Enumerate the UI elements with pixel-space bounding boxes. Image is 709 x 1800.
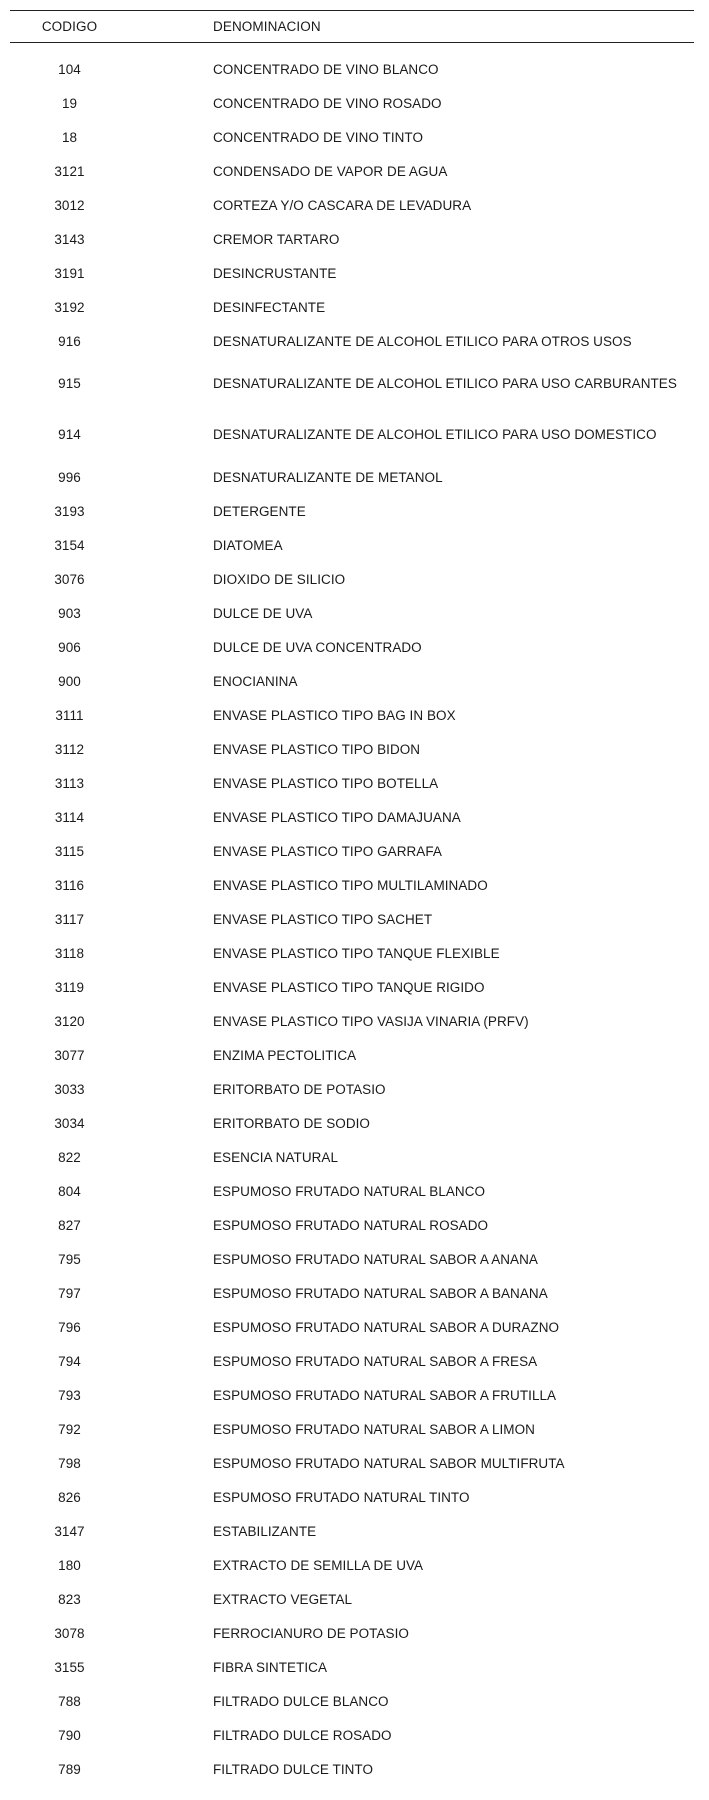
row-denominacion: CONCENTRADO DE VINO TINTO	[213, 129, 424, 145]
row-denominacion: DIOXIDO DE SILICIO	[213, 571, 346, 587]
row-code: 3111	[55, 707, 84, 723]
row-denominacion: ENOCIANINA	[213, 673, 298, 689]
row-denominacion: CONCENTRADO DE VINO BLANCO	[213, 61, 439, 77]
row-code: 3115	[54, 843, 85, 859]
table-row	[10, 1650, 694, 1684]
row-code: 3012	[54, 197, 85, 213]
row-denominacion: DESNATURALIZANTE DE ALCOHOL ETILICO PARA OTROS USOS	[213, 333, 632, 349]
table-row	[10, 664, 694, 698]
row-denominacion: ESPUMOSO FRUTADO NATURAL SABOR MULTIFRUTA	[213, 1455, 565, 1471]
row-denominacion: ENVASE PLASTICO TIPO GARRAFA	[213, 843, 442, 859]
table-header	[10, 11, 694, 42]
table-row	[10, 970, 694, 1004]
table-row	[10, 766, 694, 800]
row-code: 3191	[54, 265, 85, 281]
table-row	[10, 868, 694, 902]
row-denominacion: CORTEZA Y/O CASCARA DE LEVADURA	[213, 197, 472, 213]
table-row	[10, 1038, 694, 1072]
row-denominacion: ESPUMOSO FRUTADO NATURAL SABOR A LIMON	[213, 1421, 535, 1437]
row-code: 3192	[54, 299, 85, 315]
table-row	[10, 120, 694, 154]
table-row	[10, 290, 694, 324]
row-denominacion: FILTRADO DULCE ROSADO	[213, 1727, 392, 1743]
row-code: 906	[58, 639, 81, 655]
table-row	[10, 460, 694, 494]
table-row	[10, 1242, 694, 1276]
code-table	[10, 10, 694, 1786]
row-code: 823	[58, 1591, 81, 1607]
row-code: 788	[58, 1693, 81, 1709]
table-row	[10, 324, 694, 358]
table-row	[10, 1752, 694, 1786]
row-code: 3078	[54, 1625, 85, 1641]
row-denominacion: DESNATURALIZANTE DE ALCOHOL ETILICO PARA USO CARBURANTES	[213, 376, 677, 391]
row-code: 3143	[54, 231, 85, 247]
row-denominacion: ENVASE PLASTICO TIPO SACHET	[213, 911, 433, 927]
row-denominacion: DIATOMEA	[213, 537, 283, 553]
table-row	[10, 528, 694, 562]
table-row	[10, 1514, 694, 1548]
table-row	[10, 936, 694, 970]
table-row	[10, 1208, 694, 1242]
table-row	[10, 409, 694, 460]
row-code: 900	[58, 673, 81, 689]
table-row	[10, 1412, 694, 1446]
row-denominacion: ENVASE PLASTICO TIPO TANQUE RIGIDO	[213, 979, 485, 995]
table-body	[10, 52, 694, 1786]
row-denominacion: ESTABILIZANTE	[213, 1523, 317, 1539]
row-code: 795	[58, 1251, 81, 1267]
table-row	[10, 52, 694, 86]
row-denominacion: ENVASE PLASTICO TIPO VASIJA VINARIA (PRFV)	[213, 1013, 529, 1029]
table-row	[10, 494, 694, 528]
table-row	[10, 1480, 694, 1514]
table-row	[10, 1276, 694, 1310]
row-code: 789	[58, 1761, 81, 1777]
table-row	[10, 1140, 694, 1174]
table-row	[10, 1106, 694, 1140]
row-denominacion: CREMOR TARTARO	[213, 231, 340, 247]
row-code: 3193	[54, 503, 85, 519]
row-code: 798	[58, 1455, 81, 1471]
row-denominacion: ENVASE PLASTICO TIPO MULTILAMINADO	[213, 877, 488, 893]
row-code: 104	[58, 61, 81, 77]
row-denominacion: ENVASE PLASTICO TIPO BIDON	[213, 741, 421, 757]
row-code: 3117	[54, 911, 85, 927]
row-denominacion: ESPUMOSO FRUTADO NATURAL SABOR A DURAZNO	[213, 1319, 560, 1335]
table-row	[10, 1174, 694, 1208]
row-denominacion: ESPUMOSO FRUTADO NATURAL SABOR A BANANA	[213, 1285, 548, 1301]
row-code: 3112	[54, 741, 85, 757]
row-denominacion: DESNATURALIZANTE DE ALCOHOL ETILICO PARA USO DOMESTICO	[213, 427, 657, 442]
row-code: 3033	[54, 1081, 85, 1097]
table-row	[10, 222, 694, 256]
row-code: 796	[58, 1319, 81, 1335]
table-row	[10, 1616, 694, 1650]
row-denominacion: ESENCIA NATURAL	[213, 1149, 339, 1165]
table-row	[10, 1072, 694, 1106]
row-denominacion: ESPUMOSO FRUTADO NATURAL SABOR A FRESA	[213, 1353, 538, 1369]
row-code: 3155	[54, 1659, 85, 1675]
row-denominacion: ESPUMOSO FRUTADO NATURAL ROSADO	[213, 1217, 489, 1233]
table-row	[10, 732, 694, 766]
row-code: 3113	[54, 775, 85, 791]
row-code: 3034	[54, 1115, 85, 1131]
row-denominacion: CONDENSADO DE VAPOR DE AGUA	[213, 163, 448, 179]
table-row	[10, 1446, 694, 1480]
table-row	[10, 1344, 694, 1378]
table-row	[10, 630, 694, 664]
row-code: 804	[58, 1183, 81, 1199]
row-code: 3120	[54, 1013, 85, 1029]
row-code: 18	[61, 129, 78, 145]
row-denominacion: DULCE DE UVA CONCENTRADO	[213, 639, 422, 655]
row-code: 822	[58, 1149, 81, 1165]
table-row	[10, 1582, 694, 1616]
row-code: 180	[58, 1557, 81, 1573]
table-row	[10, 1548, 694, 1582]
table-row	[10, 562, 694, 596]
row-denominacion: ENVASE PLASTICO TIPO BOTELLA	[213, 775, 439, 791]
row-denominacion: ESPUMOSO FRUTADO NATURAL SABOR A ANANA	[213, 1251, 538, 1267]
row-code: 797	[58, 1285, 81, 1301]
table-row	[10, 834, 694, 868]
table-row	[10, 154, 694, 188]
row-code: 3116	[54, 877, 85, 893]
row-denominacion: FERROCIANURO DE POTASIO	[213, 1625, 409, 1641]
row-denominacion: DESNATURALIZANTE DE METANOL	[213, 469, 443, 485]
row-denominacion: DULCE DE UVA	[213, 605, 313, 621]
row-code: 19	[61, 95, 78, 111]
table-row	[10, 800, 694, 834]
row-denominacion: DESINCRUSTANTE	[213, 265, 337, 281]
row-denominacion: ENVASE PLASTICO TIPO BAG IN BOX	[213, 707, 456, 723]
row-code: 792	[58, 1421, 81, 1437]
row-code: 790	[58, 1727, 81, 1743]
row-code: 3121	[54, 163, 85, 179]
row-denominacion: ERITORBATO DE POTASIO	[213, 1081, 386, 1097]
table-row	[10, 1310, 694, 1344]
row-code: 3114	[54, 809, 85, 825]
row-code: 793	[58, 1387, 81, 1403]
table-row	[10, 1004, 694, 1038]
row-code: 903	[58, 605, 81, 621]
table-row	[10, 1684, 694, 1718]
row-code: 3076	[54, 571, 85, 587]
row-denominacion: CONCENTRADO DE VINO ROSADO	[213, 95, 442, 111]
row-denominacion: FILTRADO DULCE BLANCO	[213, 1693, 389, 1709]
row-code: 3154	[54, 537, 85, 553]
row-code: 996	[58, 469, 81, 485]
row-code: 3147	[54, 1523, 85, 1539]
row-code: 826	[58, 1489, 81, 1505]
row-code: 3119	[54, 979, 85, 995]
row-denominacion: ESPUMOSO FRUTADO NATURAL SABOR A FRUTILLA	[213, 1387, 557, 1403]
row-denominacion: ESPUMOSO FRUTADO NATURAL TINTO	[213, 1489, 470, 1505]
table-row	[10, 358, 694, 409]
row-denominacion: DESINFECTANTE	[213, 299, 326, 315]
table-row	[10, 902, 694, 936]
row-denominacion: EXTRACTO VEGETAL	[213, 1591, 353, 1607]
table-row	[10, 1378, 694, 1412]
row-code: 827	[58, 1217, 81, 1233]
table-row	[10, 188, 694, 222]
header-codigo: CODIGO	[41, 19, 98, 34]
row-denominacion: DETERGENTE	[213, 503, 306, 519]
row-denominacion: ENVASE PLASTICO TIPO TANQUE FLEXIBLE	[213, 945, 500, 961]
row-denominacion: FIBRA SINTETICA	[213, 1659, 328, 1675]
row-code: 916	[58, 333, 81, 349]
table-row	[10, 86, 694, 120]
table-row	[10, 596, 694, 630]
row-denominacion: FILTRADO DULCE TINTO	[213, 1761, 374, 1777]
row-denominacion: EXTRACTO DE SEMILLA DE UVA	[213, 1557, 424, 1573]
row-code: 914	[58, 427, 81, 442]
row-code: 3118	[54, 945, 85, 961]
row-denominacion: ENVASE PLASTICO TIPO DAMAJUANA	[213, 809, 461, 825]
row-denominacion: ESPUMOSO FRUTADO NATURAL BLANCO	[213, 1183, 486, 1199]
row-code: 794	[58, 1353, 81, 1369]
header-denominacion: DENOMINACION	[213, 19, 321, 34]
row-denominacion: ENZIMA PECTOLITICA	[213, 1047, 357, 1063]
table-header-rule	[10, 42, 694, 43]
table-row	[10, 256, 694, 290]
table-row	[10, 698, 694, 732]
row-denominacion: ERITORBATO DE SODIO	[213, 1115, 370, 1131]
row-code: 3077	[54, 1047, 85, 1063]
row-code: 915	[58, 376, 81, 391]
table-row	[10, 1718, 694, 1752]
